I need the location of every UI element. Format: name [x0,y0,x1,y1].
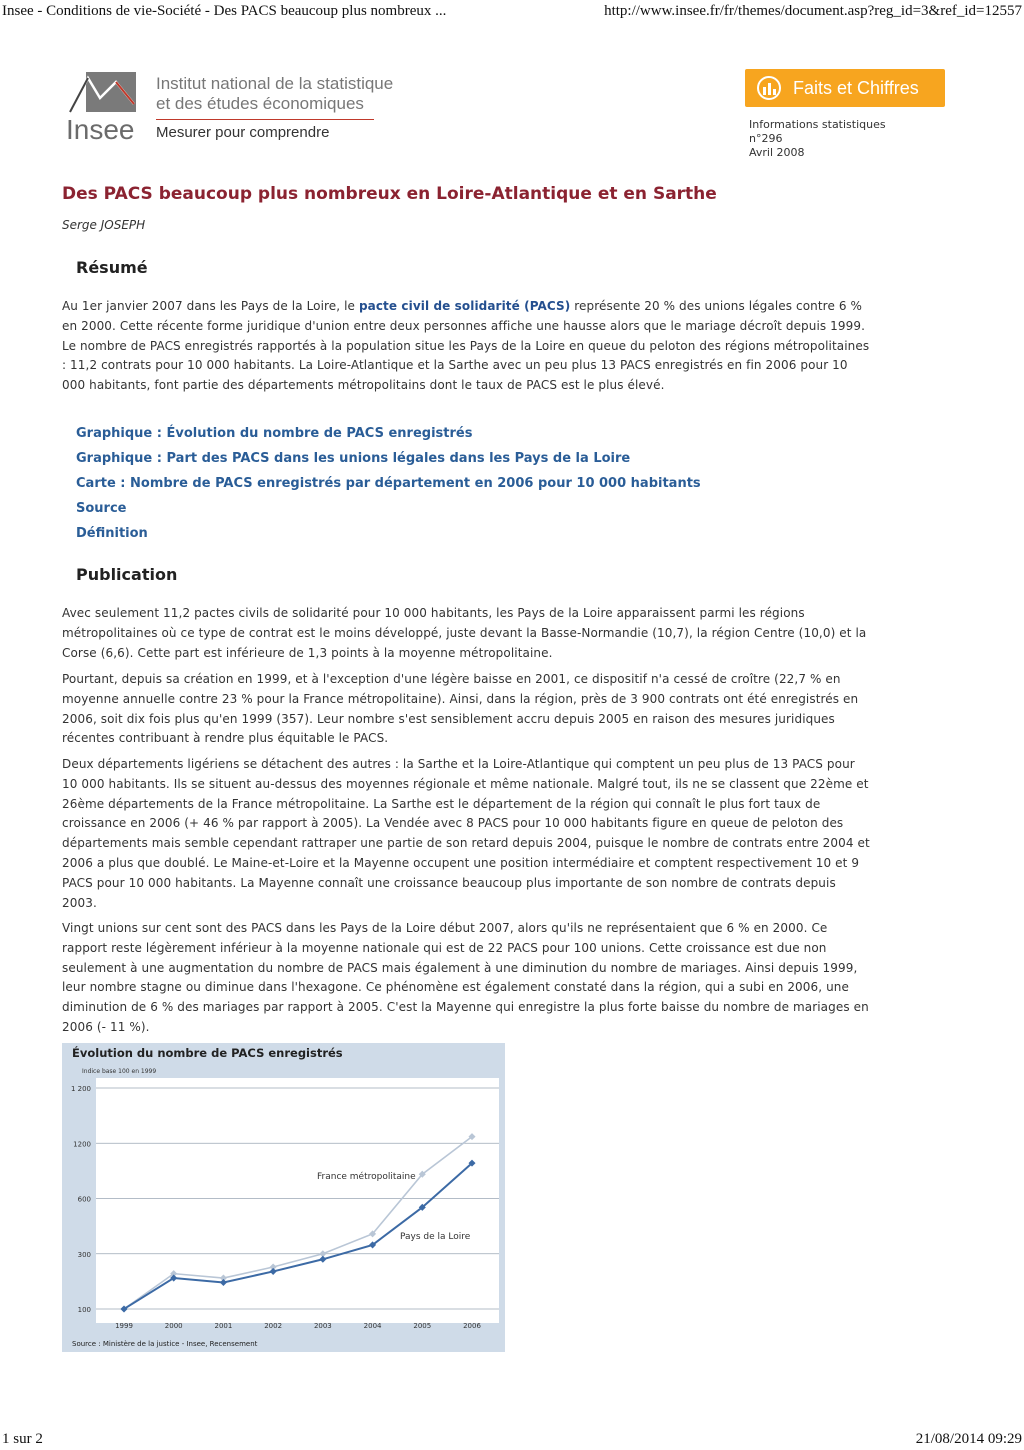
badge-label: Faits et Chiffres [793,78,919,98]
chart-title: Évolution du nombre de PACS enregistrés [72,1046,343,1060]
x-tick-label: 2006 [463,1322,481,1330]
org-name [156,74,436,114]
pacs-definition-link[interactable]: pacte civil de solidarité (PACS) [358,299,571,313]
link-graph-evolution[interactable]: Graphique : Évolution du nombre de PACS enregistrés [76,426,473,441]
x-tick-label: 1999 [115,1322,133,1330]
page-counter: 1 sur 2 [2,1431,43,1447]
page-title: Des PACS beaucoup plus nombreux en Loire-Atlantique et en Sarthe [62,184,717,204]
publication-paragraph-1: Avec seulement 11,2 pactes civils de solidarité pour 10 000 habitants, les Pays de la Loire apparaissent parmi les régions métropolitaines où ce type de contrat est le moins développé, juste devant la Basse-Normandie (10,7), la région Centre (10,0) et la Corse (6,6). Cette part est inférieure de 1,3 points à la moyenne métropolitaine. [62,606,867,660]
publication-info [749,118,886,160]
org-name-line2: et des études économiques [156,94,364,113]
chart-bars-icon [755,75,785,101]
resume-paragraph [62,297,874,396]
chart-source: Source : Ministère de la justice - Insee, Recensement [72,1340,258,1348]
x-tick-label: 2001 [214,1322,233,1330]
publication-paragraph-3: Deux départements ligériens se détachent des autres : la Sarthe et la Loire-Atlantique qui comptent un peu plus de 13 PACS pour 10 000 habitants. Ils se situent au-dessus des moyennes régionale et même nationale. Malgré tout, ils ne se classent que 22ème et 26ème départements de la France métropolitaine. La Sarthe est le département de la région qui connaît le plus fort taux de croissance en 2006 (+ 46 % par rapport à 2005). La Vendée avec 8 PACS pour 10 000 habitants figure en queue de peloton des départements mais semble cependant rattraper une partie de son retard depuis 2004, puisque le nombre de contrats entre 2004 et 2006 a plus que doublé. Le Maine-et-Loire et la Mayenne occupent une position intermédiaire et comptent respectivement 10 et 9 PACS pour 10 000 habitants. La Mayenne connaît une croissance beaucoup plus importante de son nombre de contrats depuis 2003. [62,757,870,910]
resume-text-end: représente 20 % des unions légales contre 6 % en 2000. Cette récente forme juridique d'union entre deux personnes affiche une hausse alors que le mariage décroît depuis 1999. Le nombre de PACS enregistrés rapportés à la population situe les Pays de la Loire en queue du peloton des régions métropolitaines : 11,2 contrats pour 10 000 habitants. La Loire-Atlantique et la Sarthe avec un peu plus 13 PACS enregistrés en fin 2006 pour 10 000 habitants, font partie des départements métropolitains dont le taux de PACS est le plus élevé. [62,299,870,393]
print-header [0,0,1024,24]
faits-et-chiffres-badge[interactable] [745,69,945,107]
logo-divider [156,119,374,120]
link-map[interactable]: Carte : Nombre de PACS enregistrés par département en 2006 pour 10 000 habitants [76,476,701,491]
link-definition[interactable]: Définition [76,526,148,541]
x-tick-label: 2002 [264,1322,283,1330]
resume-text-start: Au 1er janvier 2007 dans les Pays de la Loire, le [62,299,359,313]
pacs-evolution-chart [62,1043,505,1352]
print-header-title: Insee - Conditions de vie-Société - Des PACS beaucoup plus nombreux ... [2,3,447,19]
insee-wordmark: Insee [66,114,135,145]
related-links [76,424,701,549]
publication-date: Avril 2008 [749,146,805,159]
y-tick-label: 600 [77,1195,91,1204]
x-tick-label: 2000 [164,1322,183,1330]
insee-logo[interactable] [64,68,424,148]
link-source[interactable]: Source [76,501,127,516]
x-tick-label: 2005 [413,1322,432,1330]
y-tick-label: 1200 [73,1140,91,1149]
link-graph-share[interactable]: Graphique : Part des PACS dans les unions légales dans les Pays de la Loire [76,451,631,466]
y-tick-label: 1 200 [70,1085,91,1093]
publication-series: Informations statistiques [749,118,886,131]
print-datetime: 21/08/2014 09:29 [915,1431,1022,1447]
publication-paragraph-2: Pourtant, depuis sa création en 1999, et à l'exception d'une légère baisse en 2001, ce dispositif n'a cessé de croître (22,7 % en moyenne annuelle contre 23 % pour la France métropolitaine). Ainsi, dans la région, près de 3 900 contrats ont été enregistrés en 2006, soit dix fois plus qu'en 1999 (357). Leur nombre s'est sensiblement accru depuis 2005 en raison des mesures juridiques récentes contribuant à rendre plus équitable le PACS. [62,672,859,746]
publication-heading: Publication [76,565,178,584]
y-tick-label: 100 [77,1306,91,1314]
publication-number: n°296 [749,132,783,145]
print-footer [0,1428,1024,1450]
x-tick-label: 2003 [313,1322,332,1330]
chart-subtitle: Indice base 100 en 1999 [82,1068,157,1075]
series-label: Pays de la Loire [400,1232,471,1242]
insee-logo-mark-icon [64,68,144,116]
resume-heading: Résumé [76,258,148,277]
x-tick-label: 2004 [363,1322,382,1330]
chart-svg [62,1043,505,1352]
print-header-url: http://www.insee.fr/fr/themes/document.asp?reg_id=3&ref_id=12557 [604,3,1022,19]
y-tick-label: 300 [77,1250,91,1259]
logo-slogan: Mesurer pour comprendre [156,124,330,141]
author: Serge JOSEPH [62,218,146,232]
org-name-line1: Institut national de la statistique [156,74,394,93]
series-label: France métropolitaine [317,1172,416,1182]
publication-paragraph-4: Vingt unions sur cent sont des PACS dans les Pays de la Loire début 2007, alors qu'ils ne représentaient que 6 % en 2000. Ce rapport reste légèrement inférieur à la moyenne nationale qui est de 22 PACS pour 100 unions. Cette croissance est due non seulement à une augmentation du nombre de PACS mais également à une diminution du nombre de mariages. Ainsi depuis 1999, leur nombre stagne ou diminue dans l'hexagone. Ce phénomène est également constaté dans la région, qui a subi en 2006, une diminution de 6 % des mariages par rapport à 2005. C'est la Mayenne qui enregistre la plus forte baisse du nombre de mariages en 2006 (- 11 %). [62,921,869,1034]
